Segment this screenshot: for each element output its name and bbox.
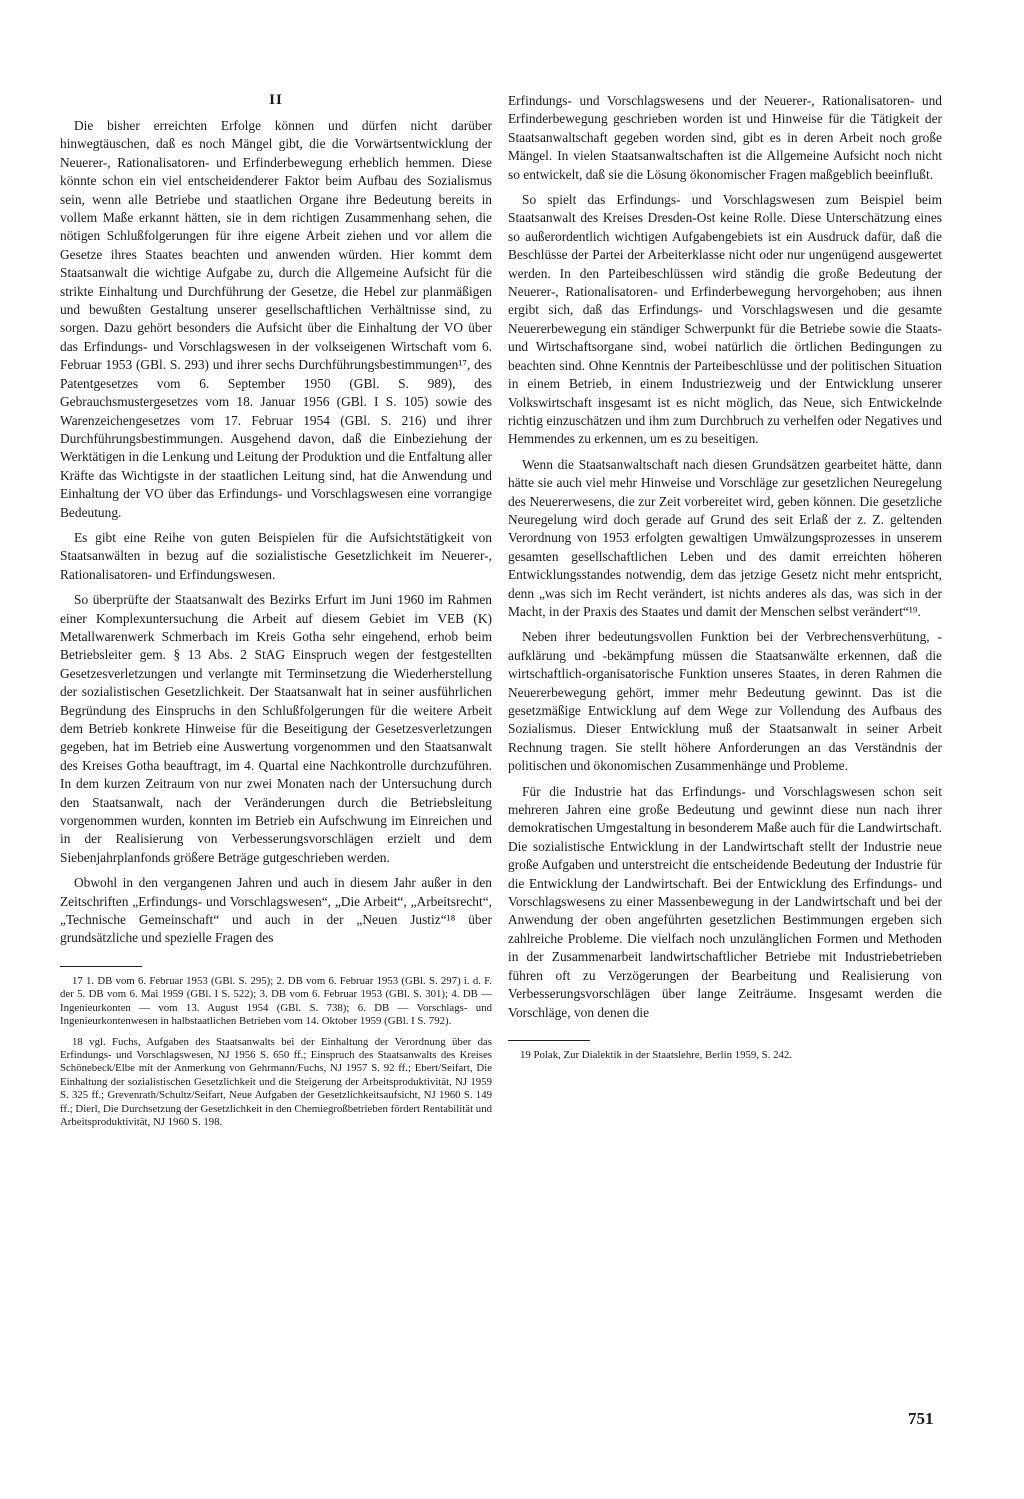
left-column — [60, 92, 492, 1136]
body-paragraph: So überprüfte der Staatsanwalt des Bezirks Erfurt im Juni 1960 im Rahmen einer Komplexuntersuchung die Arbeit auf diesem Gebiet im VEB (K) Metallwarenwerk Schmerbach im Kreis Gotha sehr eingehend, erhob beim Betriebsleiter gem. § 13 Abs. 2 StAG Einspruch wegen der festgestellten Gesetzesverletzungen und verlangte mit Terminsetzung die Wiederherstellung der sozialistischen Gesetzlichkeit. Der Staatsanwalt hat in seiner ausführlichen Begründung des Einspruchs in den Schlußfolgerungen für die weitere Arbeit dem Betrieb konkrete Hinweise für die Beseitigung der Gesetzesverletzungen gegeben, hat im Betrieb eine Auswertung vorgenommen und den Staatsanwalt des Kreises Gotha beauftragt, im 4. Quartal eine Nachkontrolle durchzuführen. In dem kurzen Zeitraum von nur zwei Monaten nach der Untersuchung durch den Staatsanwalt, nach der Veränderungen durch die Betriebsleitung vorgenommen wurden, konnten im Betrieb ein Aufschwung im Einreichen und in der Realisierung von Verbesserungsvorschlägen erzielt und dem Siebenjahrplanfonds größere Beträge gutgeschrieben werden. — [60, 592, 492, 865]
body-paragraph: Wenn die Staatsanwaltschaft nach diesen Grundsätzen gearbeitet hätte, dann hätte sie auch viel mehr Hinweise und Vorschläge zur gesetzlichen Neuregelung des Neuererwesens, die zur Zeit vorbereitet wird, geben können. Die gesetzliche Neuregelung wird doch gerade auf Grund des seit Erlaß der z. Z. geltenden Verordnung von 1953 erfolgten gewaltigen Umwälzungsprozesses in unserem gesamten gesellschaftlichen Leben und des damit erreichten höheren Entwicklungsstandes notwendig, dem das jetzige Gesetz nicht mehr entspricht, denn „was sich im Recht verändert, ist nichts anderes als das, was sich in der Macht, in der Praxis des Staates und damit der Menschen selbst verändert“¹⁹. — [508, 456, 942, 619]
page-number: 751 — [908, 1409, 934, 1428]
body-paragraph: Obwohl in den vergangenen Jahren und auch in diesem Jahr außer in den Zeitschriften „Erfindungs- und Vorschlagswesen“, „Die Arbeit“, „Arbeitsrecht“, „Technische Gemeinschaft“ und auch in der „Neuen Justiz“¹⁸ über grundsätzliche und spezielle Fragen des — [60, 875, 492, 946]
right-column — [508, 92, 942, 1069]
body-paragraph: Für die Industrie hat das Erfindungs- und Vorschlagswesen schon seit mehreren Jahren eine große Bedeutung und gewinnt diese nun nach ihrer demokratischen Umgestaltung in besonderem Maße auch für die Landwirtschaft. Die sozialistische Entwicklung in der Landwirtschaft stellt der Industrie neue große Aufgaben und unterstreicht die entscheidende Bedeutung der Industrie für die Entwicklung der Landwirtschaft. Bei der Entwicklung des Erfindungs- und Vorschlagswesens zu einer Massenbewegung in der Landwirtschaft und bei der Anwendung der oben angeführten gesetzlichen Bestimmungen ergeben sich zahlreiche Probleme. Die vielfach noch unzulänglichen Formen und Methoden in der Zusammenarbeit landwirtschaftlicher Betriebe mit Industriebetrieben führen oft zu Verzögerungen der Bearbeitung und Realisierung von Verbesserungsvorschlägen über lange Zeiträume. Insgesamt werden die Vorschläge, von denen die — [508, 783, 942, 1020]
body-paragraph: So spielt das Erfindungs- und Vorschlagswesen zum Beispiel beim Staatsanwalt des Kreises Dresden-Ost keine Rolle. Diese Unterschätzung eines so außerordentlich wichtigen Aufgabengebiets ist ein Ausdruck dafür, daß die Beschlüsse der Partei der Arbeiterklasse nicht oder nur ungenügend ausgewertet werden. In den Parteibeschlüssen wird ständig die große Bedeutung der Neuerer-, Rationalisatoren- und Erfinderbewegung hervorgehoben; aus ihnen ergibt sich, daß das Erfindungs- und Vorschlagswesen und die gesamte Neuererbewegung ein ständiger Schwerpunkt für die Betriebe sowie die Staats- und Wirtschaftsorgane sind, wobei natürlich die örtlichen Bedingungen zu beachten sind. Ohne Kenntnis der Parteibeschlüsse und der politischen Situation in einem Betrieb, in einem Industriezweig und der Entwicklung unserer Volkswirtschaft insgesamt ist es nicht möglich, das Neue, sich Entwickelnde richtig einzuschätzen und ihm zum Durchbruch zu verhelfen oder Negatives und Hemmendes zu erkennen, um es zu beseitigen. — [508, 192, 942, 447]
footnote-divider — [60, 966, 142, 967]
body-paragraph: Neben ihrer bedeutungsvollen Funktion bei der Verbrechensverhütung, -aufklärung und -bekämpfung müssen die Staatsanwälte erkennen, daß die wirtschaftlich-organisatorische Funktion unseres Staates, in deren Rahmen die Neuererbewegung gehört, immer mehr Bedeutung gewinnt. Das ist die gesetzmäßige Entwicklung auf dem Wege zur Vollendung des Aufbaus des Sozialismus. Dieser Entwicklung muß der Staatsanwalt in seiner Arbeit Rechnung tragen. Sie stellt höhere Anforderungen an das Verständnis der politischen und ökonomischen Zusammenhänge und Probleme. — [508, 629, 942, 774]
body-paragraph: Erfindungs- und Vorschlagswesens und der Neuerer-, Rationalisatoren- und Erfinderbewegung geschrieben worden ist und Hinweise für die Tätigkeit der Staatsanwaltschaft gegeben worden sind, gibt es in deren Arbeit noch große Mängel. In vielen Staatsanwaltschaften ist die Allgemeine Aufsicht noch nicht so entwickelt, daß sie die Lösung ökonomischer Fragen maßgeblich beeinflußt. — [508, 93, 942, 182]
footnote: 17 1. DB vom 6. Februar 1953 (GBl. S. 295); 2. DB vom 6. Februar 1953 (GBl. S. 297) i. d. F. der 5. DB vom 6. Mai 1959 (GBl. I S. 522); 3. DB vom 6. Februar 1953 (GBl. S. 301); 4. DB — Ingenieurkonten — vom 13. August 1954 (GBl. S. 738); 6. DB — Vorschlags- und Ingenieurkontenwesen in halbstaatlichen Betrieben vom 14. Oktober 1959 (GBl. I S. 792). — [60, 974, 492, 1028]
footnote: 18 vgl. Fuchs, Aufgaben des Staatsanwalts bei der Einhaltung der Verordnung über das Erfindungs- und Vorschlagswesen, NJ 1956 S. 650 ff.; Einspruch des Staatsanwalts des Kreises Schönebeck/Elbe mit der Anmerkung von Gehrmann/Fuchs, NJ 1957 S. 92 ff.; Ebert/Seifart, Die Einhaltung der sozialistischen Gesetzlichkeit und die Steigerung der Arbeitsproduktivität, NJ 1959 S. 325 ff.; Grevenrath/Schultz/Seifart, Neue Aufgaben der Gesetzlichkeitsaufsicht, NJ 1960 S. 149 ff.; Dierl, Die Durchsetzung der Gesetzlichkeit in den Chemiegroßbetrieben fördert Rentabilität und Arbeitsproduktivität, NJ 1960 S. 198. — [60, 1035, 492, 1128]
footnote: 19 Polak, Zur Dialektik in der Staatslehre, Berlin 1959, S. 242. — [520, 1048, 792, 1061]
body-paragraph: Es gibt eine Reihe von guten Beispielen für die Aufsichtstätigkeit von Staatsanwälten in bezug auf die sozialistische Gesetzlichkeit im Neuerer-, Rationalisatoren- und Erfindungswesen. — [60, 529, 492, 582]
body-paragraph: Die bisher erreichten Erfolge können und dürfen nicht darüber hinwegtäuschen, daß es noch Mängel gibt, die die Vorwärtsentwicklung der Neuerer-, Rationalisatoren- und Erfinderbewegung erheblich hemmen. Diese könnte schon ein viel entscheidenderer Faktor beim Aufbau des Sozialismus sein, wenn alle Betriebe und staatlichen Organe ihre Bedeutung bereits in vollem Maße erkannt hätten, sie in dem richtigen Zusammenhang sehen, die nötigen Schlußfolgerungen für ihre eigene Arbeit ziehen und vor allem die Gesetze ihres Staates beachten und anwenden würden. Hier kommt dem Staatsanwalt die wichtige Aufgabe zu, durch die Allgemeine Aufsicht für die strikte Einhaltung und Durchführung der Gesetze, die Hebel zur planmäßigen und bewußten Gestaltung unserer gesellschaftlichen Verhältnisse sind, zu sorgen. Dazu gehört besonders die Aufsicht über die Einhaltung der VO über das Erfindungs- und Vorschlagswesen in der volkseigenen Wirtschaft vom 6. Februar 1953 (GBl. S. 293) und ihrer sechs Durchführungsbestimmungen¹⁷, des Patentgesetzes vom 6. September 1950 (GBl. S. 989), des Gebrauchsmustergesetzes vom 18. Januar 1956 (GBl. I S. 105) sowie des Warenzeichengesetzes vom 17. Februar 1954 (GBl. S. 216) und ihrer Durchführungsbestimmungen. Ausgehend davon, daß die Einbeziehung der Werktätigen in die Lenkung und Leitung der Produktion und die Entfaltung aller Kräfte das Wichtigste in der staatlichen Leitung sind, hat die Anwendung und Einhaltung der VO über das Erfindungs- und Vorschlagswesen eine vorrangige Bedeutung. — [60, 118, 492, 520]
section-heading: II — [269, 92, 283, 108]
footnote-divider — [508, 1040, 590, 1041]
